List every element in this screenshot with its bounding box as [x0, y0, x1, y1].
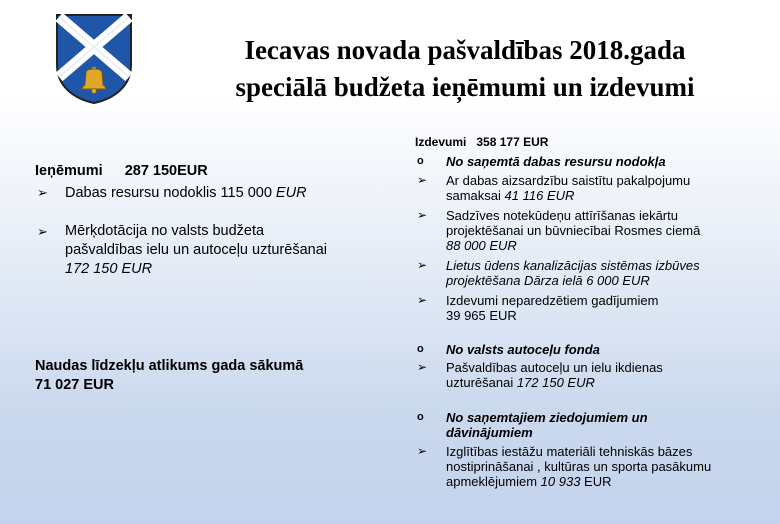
- expense-source: o No saņemtā dabas resursu nodokļa: [417, 154, 666, 169]
- expenses-total: 358 177 EUR: [476, 135, 549, 149]
- expenses-heading: [415, 135, 775, 150]
- revenue-heading: [35, 163, 380, 179]
- expense-item: ➢ Izglītības iestāžu materiāli tehniskās bāzes nostiprināšanai , kultūras un sporta pasākumu apmeklējumiem 10 933 EUR: [417, 444, 712, 489]
- revenue-label: Ieņēmumi: [35, 163, 103, 179]
- coat-of-arms-icon: [55, 13, 133, 105]
- opening-balance: [35, 357, 303, 395]
- expense-item: ➢ Lietus ūdens kanalizācijas sistēmas izbūves projektēšana Dārza ielā 6 000 EUR: [417, 258, 700, 288]
- expense-source: o No valsts autoceļu fonda: [417, 342, 600, 357]
- expense-source: o No saņemtajiem ziedojumiem un dāvinājumiem: [417, 410, 648, 440]
- page-title: [150, 32, 780, 106]
- expense-item: ➢ Izdevumi neparedzētiem gadījumiem 39 965 EUR: [415, 293, 775, 323]
- expense-item: ➢ Ar dabas aizsardzību saistītu pakalpojumu samaksai 41 116 EUR: [417, 173, 691, 203]
- expenses-label: Izdevumi: [415, 135, 467, 149]
- expense-amount: 172 150 EUR: [516, 375, 595, 390]
- expense-amount: 88 000 EUR: [446, 238, 517, 253]
- revenue-item-text: Dabas resursu nodoklis 115 000: [65, 185, 276, 201]
- revenue-item-text: pašvaldības ielu un autoceļu uzturēšanai: [65, 242, 327, 258]
- arrow-bullet-icon: ➢: [417, 293, 428, 307]
- expenses-section: [415, 135, 775, 494]
- expense-item: ➢ Sadzīves notekūdeņu attīrīšanas iekārtu projektēšanai un būvniecībai Rosmes ciemā 88 000 EUR: [415, 208, 775, 253]
- revenue-item-amount: EUR: [275, 185, 307, 201]
- revenue-item-text: Mērķdotācija no valsts budžeta: [65, 223, 265, 239]
- expense-amount: 39 965 EUR: [446, 308, 517, 323]
- revenue-item-amount: 172 150 EUR: [65, 261, 153, 277]
- circle-bullet-icon: o: [417, 343, 424, 355]
- title-line-1: Iecavas novada pašvaldības 2018.gada: [244, 35, 686, 65]
- revenue-item: [35, 185, 380, 201]
- balance-label: Naudas līdzekļu atlikums gada sākumā: [35, 358, 304, 374]
- expense-item: ➢ Pašvaldības autoceļu un ielu ikdienas uzturēšanai 172 150 EUR: [417, 360, 663, 390]
- expense-amount: 41 116 EUR: [504, 188, 575, 203]
- arrow-bullet-icon: ➢: [37, 224, 48, 239]
- arrow-bullet-icon: ➢: [417, 208, 428, 222]
- circle-bullet-icon: o: [417, 155, 424, 167]
- arrow-bullet-icon: ➢: [417, 258, 428, 272]
- circle-bullet-icon: o: [417, 411, 424, 423]
- title-line-2: speciālā budžeta ieņēmumi un izdevumi: [235, 72, 695, 102]
- revenue-item: [35, 222, 380, 279]
- arrow-bullet-icon: ➢: [417, 360, 428, 374]
- revenue-section: [35, 163, 380, 279]
- revenue-total: 287 150EUR: [124, 163, 208, 179]
- arrow-bullet-icon: ➢: [417, 173, 428, 187]
- balance-amount: 71 027 EUR: [35, 377, 114, 393]
- expense-amount: 10 933: [540, 474, 581, 489]
- arrow-bullet-icon: ➢: [37, 185, 48, 200]
- arrow-bullet-icon: ➢: [417, 444, 428, 458]
